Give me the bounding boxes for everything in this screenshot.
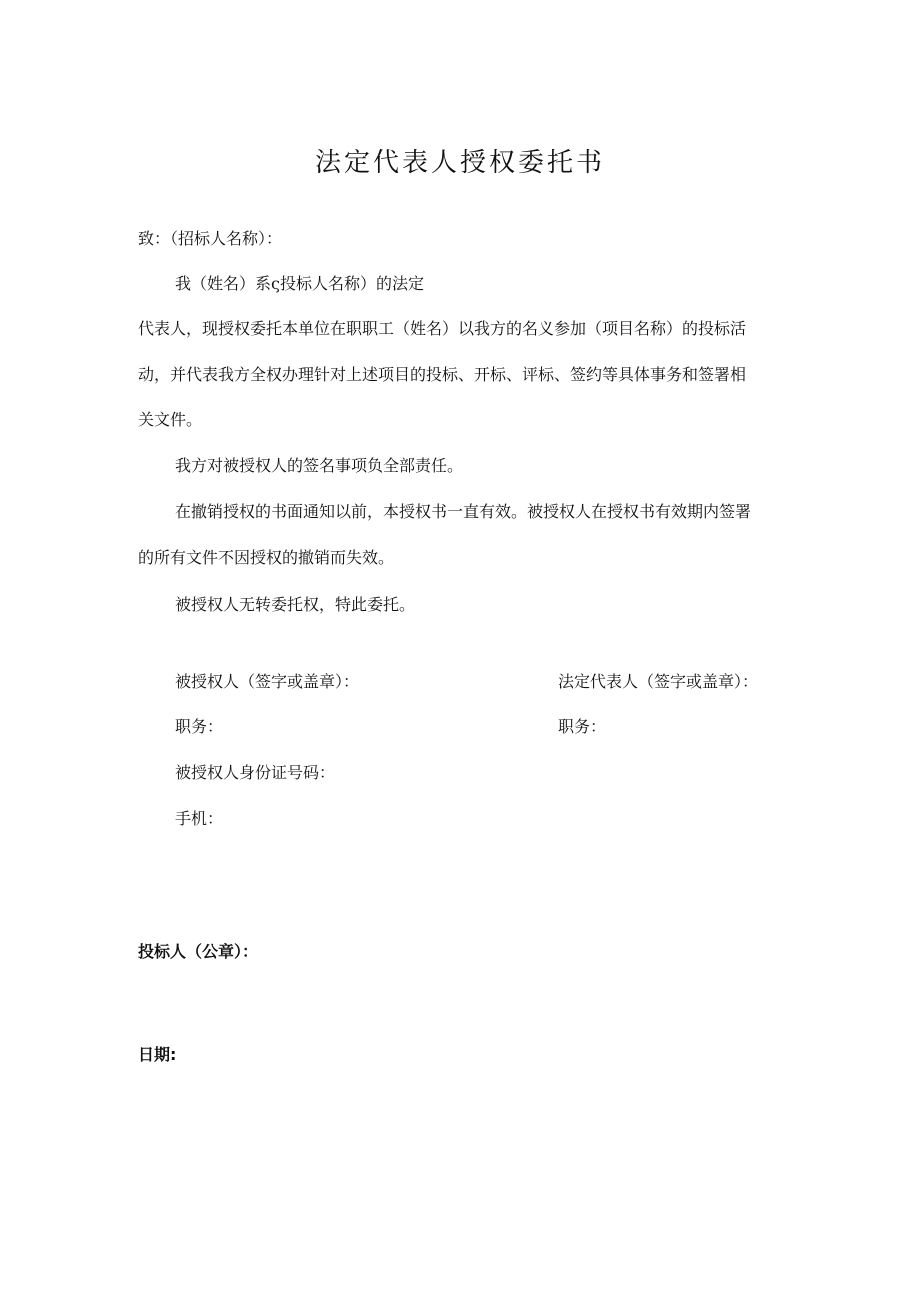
paragraph-1-line-1: 我（姓名）系ς投标人名称）的法定 (175, 274, 424, 293)
paragraph-1-line-4: 关文件。 (138, 410, 203, 429)
bidder-seal-label: 投标人（公章）： (138, 942, 259, 961)
paragraph-1-line-3: 动，并代表我方全权办理针对上述项目的投标、开标、评标、签约等具体事务和签署相 (138, 365, 747, 384)
date-label: 日期: (138, 1045, 177, 1064)
authorized-person-position-label: 职务： (175, 717, 224, 736)
paragraph-4: 被授权人无转委托权，特此委托。 (175, 595, 416, 614)
legal-representative-signature-label: 法定代表人（签字或盖章）： (558, 672, 759, 691)
paragraph-1-line-2: 代表人，现授权委托本单位在职职工（姓名）以我方的名义参加（项目名称）的投标活 (138, 319, 747, 338)
authorized-person-signature-label: 被授权人（签字或盖章）： (175, 672, 360, 691)
addressee-line: 致：（招标人名称）： (138, 229, 283, 248)
legal-representative-position-label: 职务： (558, 717, 607, 736)
paragraph-3-line-1: 在撤销授权的书面通知以前，本授权书一直有效。被授权人在授权书有效期内签署 (175, 502, 752, 521)
document-title: 法定代表人授权委托书 (314, 148, 605, 178)
id-number-label: 被授权人身份证号码： (175, 763, 336, 782)
paragraph-3-line-2: 的所有文件不因授权的撤销而失效。 (138, 548, 395, 567)
paragraph-2: 我方对被授权人的签名事项负全部责任。 (175, 456, 464, 475)
phone-label: 手机： (175, 809, 224, 828)
